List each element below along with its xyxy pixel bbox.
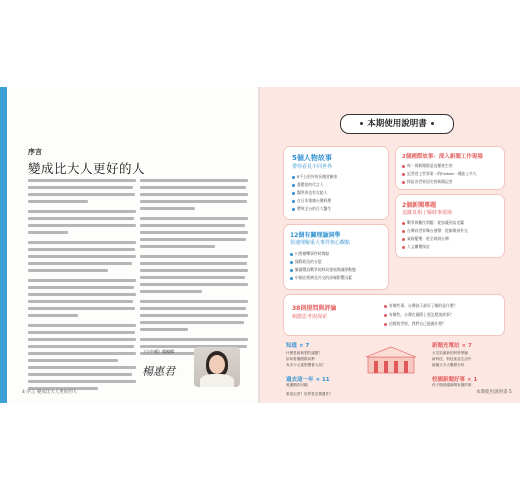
temple-illustration <box>364 345 418 375</box>
card-heading: 2個新聞專題 <box>402 202 437 209</box>
campus-heading: 校園新聞好事 × 1 <box>432 377 478 383</box>
questions-card: 38則提問與評論 刺激思考與探索 有哪些事，台灣孩子最好了解的是什麼？ 有哪些，台灣在國際上要怎麼說故事？ 這樣的世界，我們自己能做什麼？ <box>284 295 504 335</box>
card-subheading: 刺激思考與探索 <box>292 314 328 320</box>
page-edge-strip <box>0 87 7 403</box>
page-title: 變成比大人更好的人 <box>28 161 146 176</box>
analysis-card: 12個有關理論詞學 快速理解重大事件核心觀點 川普槍擊事件時間點 國際政治的分裂 解讀俄烏戰爭的時局發展與國際動態 中國在經濟及外交的深層影響因素 <box>284 225 388 289</box>
signature-caption: 《小牛頓》總編輯 <box>142 349 174 354</box>
list-item: 如何看懂國際局勢 <box>286 357 315 361</box>
editor-signature: 楊惠君 <box>142 365 175 378</box>
list-item: 有多少元素影響著大局？ <box>286 363 326 367</box>
people-stories-card: 5個人物故事 帶你看見不同世界 8千公里外的長跑冒險家 憂鬱症的代言人 醫學界也有女超人 在日本推廣台灣料理 帶領全台的百大醫生 <box>284 147 388 219</box>
card-heading: 2個國際故事：深入新聞工作現場 <box>402 154 483 160</box>
list-item: 繪圖文字大數據分析 <box>432 363 465 367</box>
right-folio: 本期使用說明書 5 <box>476 390 512 395</box>
list-item: 什麼是最典型的議題？ <box>286 351 322 355</box>
frontier-heading: 新聞充電站 × 7 <box>432 343 472 349</box>
editor-portrait <box>194 347 240 387</box>
card-heading: 5個人物故事 <box>292 154 332 162</box>
list-item: 奧運精彩回顧 <box>286 383 308 387</box>
card-subheading: 追蹤真相了解時事現場 <box>402 210 453 216</box>
list-item: 新科技，科技產品生活中 <box>432 357 472 361</box>
left-page <box>0 87 260 403</box>
card-heading: 38則提問與評論 <box>292 305 337 312</box>
left-folio: 4 序言 變成比大人更好的人 <box>22 390 78 395</box>
body-column-2 <box>140 179 248 359</box>
international-stories-card: 2個國際故事：深入新聞工作現場 每一則新聞都是這樣產生的 記者登上世界第一的Forbes一週能上多久 採訪各世界頂尖的新聞記者 <box>396 147 504 189</box>
signature-block <box>140 349 250 397</box>
know-heading: 知道 × 7 <box>286 343 310 349</box>
card-subheading: 帶你看見不同世界 <box>292 164 333 170</box>
list-item: 太空站最新的科學實驗 <box>432 351 468 355</box>
body-column-1 <box>28 179 136 394</box>
list-item: 孩子做校園新聞有趣的事 <box>432 383 472 387</box>
closing-question: 誰是記者？世界是怎樣運作？ <box>286 392 333 396</box>
card-heading: 12個有關理論詞學 <box>290 232 341 239</box>
section-kicker: 序言 <box>28 148 42 156</box>
banner-title: 本期使用說明書 <box>340 114 454 134</box>
magazine-spread <box>0 87 520 403</box>
right-page <box>260 87 520 403</box>
year-heading: 過去這一年 × 11 <box>286 377 330 383</box>
news-topics-card: 2個新聞專題 追蹤真相了解時事現場 戰爭和難民問題：從加薩到烏克蘭 台灣向世界舞台發聲：從新聞到外交 氣候變遷：從全球到台灣 人文關懷探討 <box>396 195 504 257</box>
card-subheading: 快速理解重大事件核心觀點 <box>290 240 351 246</box>
